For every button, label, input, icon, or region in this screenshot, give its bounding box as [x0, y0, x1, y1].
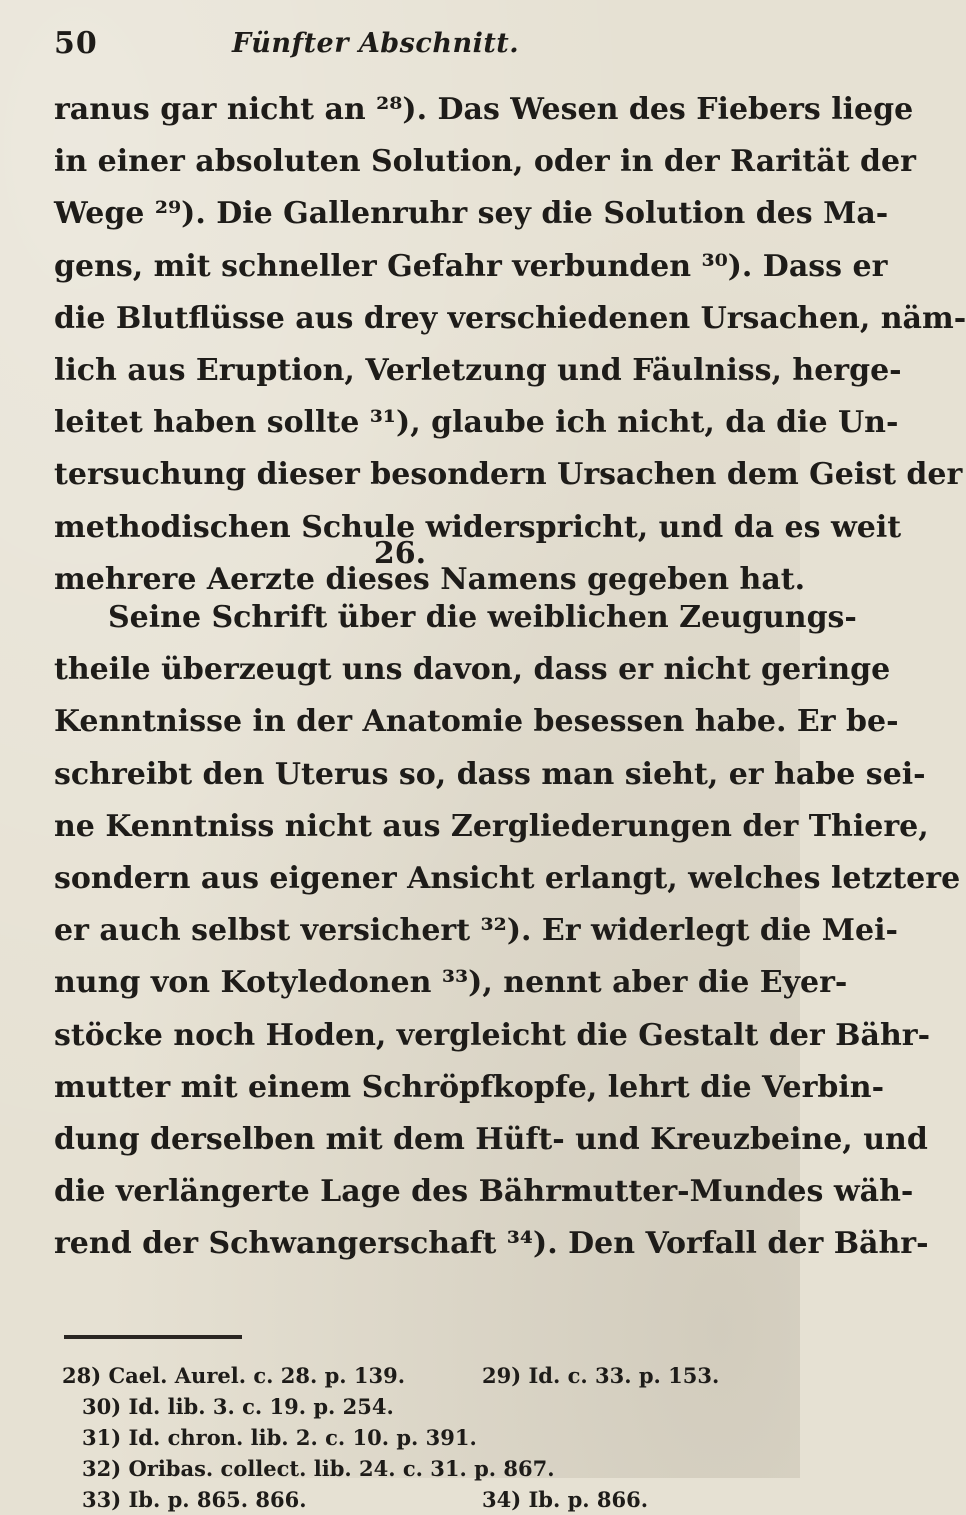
text-line: Wege ²⁹). Die Gallenruhr sey die Solution des Ma- — [54, 196, 889, 232]
text-line: ranus gar nicht an ²⁸). Das Wesen des Fiebers liege — [54, 92, 914, 127]
text-line: mehrere Aerzte dieses Namens gegeben hat. — [54, 561, 806, 597]
text-line: theile überzeugt uns davon, dass er nicht geringe — [54, 652, 891, 688]
section-number: 26. — [373, 536, 427, 571]
text-line: Seine Schrift über die weiblichen Zeugungs- — [108, 600, 857, 635]
footnote-28: 28) Cael. Aurel. c. 28. p. 139. — [62, 1363, 406, 1388]
footnotes — [62, 1360, 752, 1515]
footnote-34: 34) Ib. p. 866. — [482, 1487, 649, 1512]
footnote-row — [62, 1484, 752, 1515]
footnote-30: 30) Id. lib. 3. c. 19. p. 254. — [82, 1394, 394, 1419]
text-line: rend der Schwangerschaft ³⁴). Den Vorfall der Bähr- — [54, 1226, 929, 1262]
text-line: methodischen Schule widerspricht, und da es weit — [54, 509, 902, 545]
footnote-33: 33) Ib. p. 865. 866. — [82, 1487, 307, 1512]
text-line: lich aus Eruption, Verletzung und Fäulniss, herge- — [54, 353, 902, 389]
text-line: leitet haben sollte ³¹), glaube ich nicht, da die Un- — [54, 405, 899, 441]
text-line: schreibt den Uterus so, dass man sieht, er habe sei- — [54, 756, 926, 792]
paragraph-1 — [54, 84, 966, 606]
text-line: er auch selbst versichert ³²). Er widerlegt die Mei- — [54, 913, 898, 949]
footnote-row — [62, 1360, 752, 1391]
text-line: gens, mit schneller Gefahr verbunden ³⁰). Dass er — [54, 248, 888, 284]
paragraph-2 — [54, 592, 961, 1271]
text-line: stöcke noch Hoden, vergleicht die Gestalt der Bähr- — [54, 1017, 931, 1053]
text-line: tersuchung dieser besondern Ursachen dem Geist der — [54, 457, 963, 493]
text-line: mutter mit einem Schröpfkopfe, lehrt die Verbin- — [54, 1069, 885, 1105]
footnote-row — [62, 1422, 752, 1453]
text-line: in einer absoluten Solution, oder in der Rarität der — [54, 144, 916, 180]
page-number: 50 — [54, 26, 98, 61]
text-line: nung von Kotyledonen ³³), nennt aber die Eyer- — [54, 965, 848, 1001]
text-line: ne Kenntniss nicht aus Zergliederungen der Thiere, — [54, 808, 929, 844]
running-head: Fünfter Abschnitt. — [232, 28, 520, 59]
footnote-row — [62, 1453, 752, 1484]
text-line: Kenntnisse in der Anatomie besessen habe. Er be- — [54, 704, 899, 740]
page-header — [54, 26, 744, 66]
text-line: die verlängerte Lage des Bährmutter-Mundes wäh- — [54, 1174, 914, 1210]
footnote-29: 29) Id. c. 33. p. 153. — [482, 1363, 720, 1388]
footnote-row — [62, 1391, 752, 1422]
footnote-31: 31) Id. chron. lib. 2. c. 10. p. 391. — [82, 1425, 477, 1450]
footnote-32: 32) Oribas. collect. lib. 24. c. 31. p. 867. — [82, 1456, 555, 1481]
text-line: die Blutflüsse aus drey verschiedenen Ursachen, näm- — [54, 300, 966, 336]
footnote-divider — [64, 1335, 242, 1339]
text-line: sondern aus eigener Ansicht erlangt, welches letztere — [54, 861, 961, 897]
text-line: dung derselben mit dem Hüft- und Kreuzbeine, und — [54, 1122, 928, 1158]
